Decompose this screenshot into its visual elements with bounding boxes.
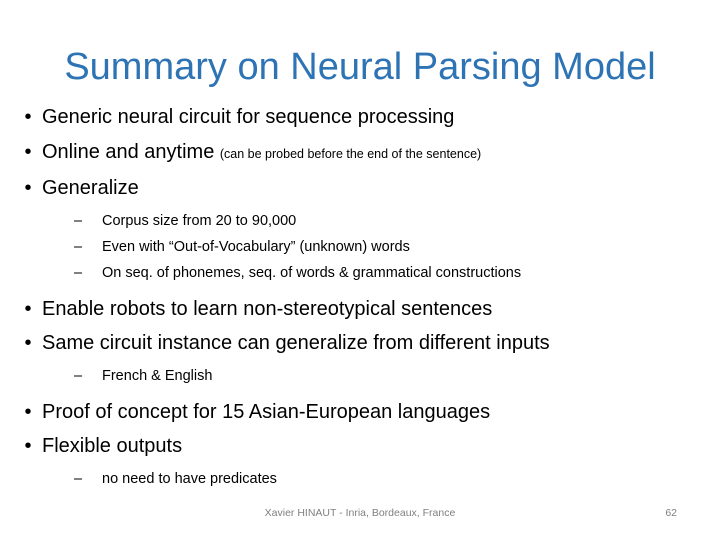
sub-bullet-item [74,466,714,492]
sub-bullet-list [14,464,714,498]
bullet-item [14,171,714,206]
sub-bullet-text: On seq. of phonemes, seq. of words & grammatical constructions [102,264,522,281]
bullet-text: Flexible outputs [42,435,183,457]
sub-bullet-dash: – [74,238,83,255]
slide-number: 62 [665,507,677,519]
bullet-note: (can be probed before the end of the sentence) [219,146,482,161]
bullet-item [14,429,714,464]
sub-bullet-item [74,208,714,234]
bullet-dot: • [24,332,32,354]
sub-bullet-dash: – [74,264,83,281]
bullet-text: Generalize [42,177,139,199]
bullet-dot: • [24,297,32,320]
bullet-dot: • [24,435,32,457]
slide-title: Summary on Neural Parsing Model [64,46,656,88]
bullet-text: Enable robots to learn non-stereotypical sentences [42,297,493,320]
bullet-text [42,135,714,172]
bullet-main-text: Online and anytime [42,140,215,163]
bullet-text: Generic neural circuit for sequence processing [42,106,455,128]
sub-bullet-text: Corpus size from 20 to 90,000 [102,212,297,229]
bullet-item [14,100,714,135]
sub-bullet-item [74,260,714,286]
bullet-item [14,326,714,361]
bullet-item [14,135,714,172]
sub-bullet-dash: – [74,212,83,229]
sub-bullet-text: Even with “Out-of-Vocabulary” (unknown) words [102,238,410,255]
bullet-list [14,100,714,498]
sub-bullet-list [14,206,714,292]
slide-footer: Xavier HINAUT - Inria, Bordeaux, France [264,507,456,519]
bullet-dot: • [24,140,32,163]
bullet-dot: • [24,400,32,423]
sub-bullet-list [14,361,714,395]
sub-bullet-dash: – [74,470,83,487]
bullet-dot: • [24,177,32,199]
sub-bullet-item [74,234,714,260]
bullet-item [14,292,714,327]
sub-bullet-dash: – [74,367,83,384]
bullet-dot: • [24,106,32,128]
sub-bullet-text: French & English [102,367,213,384]
bullet-text: Same circuit instance can generalize from different inputs [42,332,550,354]
sub-bullet-item [74,363,714,389]
bullet-text: Proof of concept for 15 Asian-European languages [42,400,491,423]
bullet-item [14,395,714,430]
sub-bullet-text: no need to have predicates [102,470,277,487]
